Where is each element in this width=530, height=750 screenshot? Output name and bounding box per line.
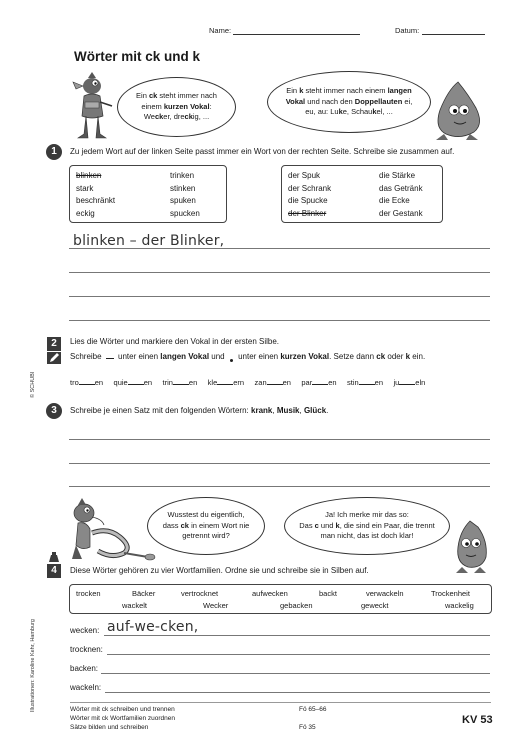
word-item: eckig bbox=[76, 208, 95, 218]
side-illustrations-credit: Illustrationen: Karoline Kehr, Hamburg bbox=[30, 619, 36, 712]
footer-topics: Wörter mit ck schreiben und trennen Wörter mit ck Wortfamilien zuordnen Sätze bilden und schreiben bbox=[70, 706, 175, 731]
word-item: wackelt bbox=[122, 601, 148, 610]
writing-line-backen[interactable] bbox=[101, 673, 490, 674]
task-4-number: 4 bbox=[47, 564, 61, 578]
task-3-instruction: Schreibe je einen Satz mit den folgenden Wörtern: krank, Musik, Glück. bbox=[70, 406, 329, 415]
dragon-character-illustration bbox=[68, 497, 156, 563]
writing-line[interactable] bbox=[69, 296, 490, 297]
blob-character-2-illustration bbox=[450, 517, 492, 575]
footer-divider bbox=[70, 702, 491, 703]
writing-line-wecken[interactable] bbox=[104, 635, 490, 636]
word-item: gebacken bbox=[280, 601, 313, 610]
writing-line-wackeln[interactable] bbox=[105, 692, 490, 693]
word-item: vertrocknet bbox=[181, 589, 219, 598]
writing-line-trocknen[interactable] bbox=[107, 654, 490, 655]
weight-icon bbox=[47, 551, 61, 563]
word-item: die Ecke bbox=[379, 196, 410, 205]
word-item: aufwecken bbox=[252, 589, 288, 598]
word-item: der Blinker bbox=[288, 208, 327, 218]
word-item: stinken bbox=[170, 183, 196, 193]
word-item: spuken bbox=[170, 196, 196, 205]
task-4-instruction: Diese Wörter gehören zu vier Wortfamilien. Ordne sie und schreibe sie in Silben auf. bbox=[70, 566, 369, 575]
speech-bubble-ck-answer: Ja! Ich merke mir das so: Das c und k, die sind ein Paar, die trennt man nicht, das ist doch klar! bbox=[284, 497, 450, 555]
word-item: Trockenheit bbox=[431, 589, 470, 598]
word-family-box bbox=[69, 584, 492, 614]
word-item: blinken bbox=[76, 171, 102, 180]
writing-line[interactable] bbox=[69, 439, 490, 440]
word-item: spucken bbox=[170, 208, 200, 218]
task-4-example-handwriting: auf-we-cken, bbox=[107, 619, 199, 635]
duck-character-illustration bbox=[70, 72, 116, 142]
word-item: geweckt bbox=[361, 601, 389, 610]
task-2-number: 2 bbox=[47, 337, 61, 351]
word-item: der Spuk bbox=[288, 171, 321, 180]
word-item: backt bbox=[319, 589, 337, 598]
name-label: Name: bbox=[209, 26, 232, 35]
task-2-line-1: Lies die Wörter und markiere den Vokal in der ersten Silbe. bbox=[70, 337, 279, 346]
name-line[interactable] bbox=[233, 34, 360, 35]
word-item: wackelig bbox=[445, 601, 474, 610]
blob-character-illustration bbox=[430, 80, 486, 142]
word-item: beschränkt bbox=[76, 196, 116, 205]
word-item: Bäcker bbox=[132, 589, 156, 598]
writing-line[interactable] bbox=[69, 486, 490, 487]
pencil-icon bbox=[47, 352, 61, 364]
writing-line[interactable] bbox=[69, 272, 490, 273]
page-title: Wörter mit ck und k bbox=[74, 49, 201, 64]
word-item: trocken bbox=[76, 589, 101, 598]
label-wackeln: wackeln: bbox=[70, 683, 102, 692]
word-item: das Getränk bbox=[379, 183, 423, 193]
writing-line[interactable] bbox=[69, 320, 490, 321]
writing-line[interactable] bbox=[69, 463, 490, 464]
word-item: die Spucke bbox=[288, 196, 328, 205]
task-1-number: 1 bbox=[46, 144, 62, 160]
label-wecken: wecken: bbox=[70, 626, 100, 635]
side-copyright: © SCHUBI bbox=[30, 371, 36, 398]
word-item: verwackeln bbox=[366, 589, 404, 598]
word-item: der Schrank bbox=[288, 183, 332, 193]
word-item: trinken bbox=[170, 171, 195, 180]
task-3-number: 3 bbox=[46, 403, 62, 419]
label-trocknen: trocknen: bbox=[70, 645, 103, 654]
word-item: stark bbox=[76, 183, 94, 193]
word-item: der Gestank bbox=[379, 208, 423, 218]
speech-bubble-k-rule: Ein k steht immer nach einem langen Vokal und nach den Doppellauten ei, eu, au: Luke, Schaukel, ... bbox=[267, 71, 431, 133]
word-box-right bbox=[281, 165, 443, 223]
task-2-word-fragments: tro en quie en trin en kle ern zan en par en stin en ju eln bbox=[70, 378, 426, 387]
speech-bubble-ck-question: Wusstest du eigentlich, dass ck in einem Wort nie getrennt wird? bbox=[147, 497, 265, 555]
task-1-example-handwriting: blinken – der Blinker, bbox=[73, 233, 225, 249]
word-item: Wecker bbox=[203, 601, 229, 610]
speech-bubble-ck-rule: Ein ck steht immer nach einem kurzen Vokal: Wecker, dreckig, ... bbox=[117, 77, 236, 137]
date-line[interactable] bbox=[422, 34, 485, 35]
task-2-line-2: Schreibe unter einen langen Vokal und unter einen kurzen Vokal. Setze dann ck oder k ein. bbox=[70, 352, 426, 361]
worksheet-code: KV 53 bbox=[462, 714, 493, 726]
label-backen: backen: bbox=[70, 664, 99, 673]
task-1-instruction: Zu jedem Wort auf der linken Seite passt immer ein Wort von der rechten Seite. Schreibe sie zusammen auf. bbox=[70, 147, 455, 156]
word-item: die Stärke bbox=[379, 171, 416, 180]
date-label: Datum: bbox=[395, 26, 420, 35]
word-box-left bbox=[69, 165, 227, 223]
writing-line[interactable] bbox=[69, 248, 490, 249]
footer-references: Fö 65–66 Fö 35 bbox=[299, 706, 327, 731]
